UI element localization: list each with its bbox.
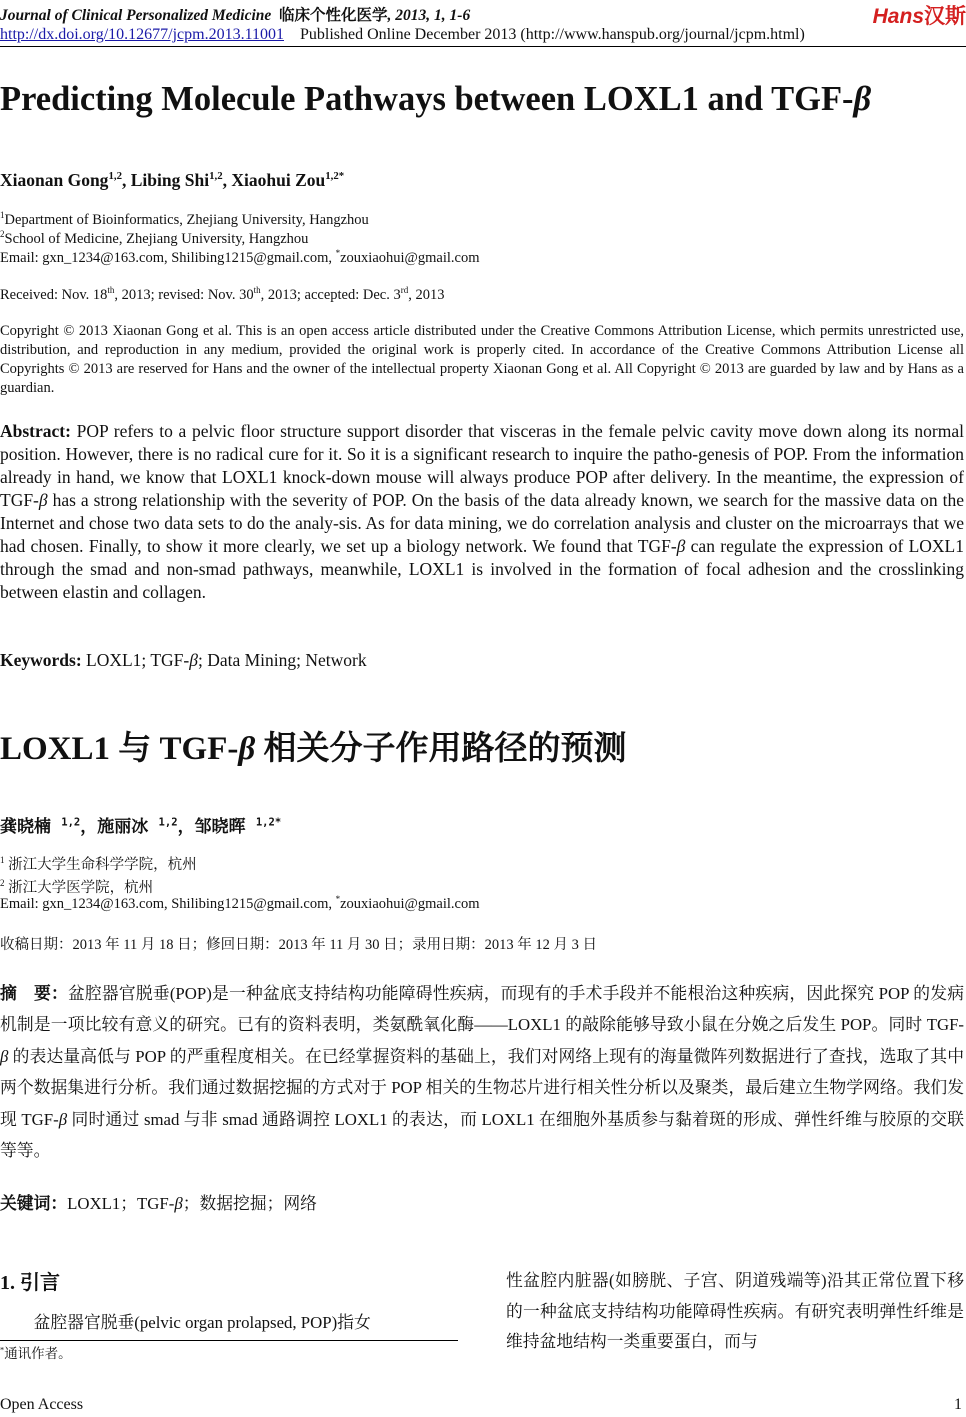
paper-title-cn: LOXL1 与 TGF-β 相关分子作用路径的预测: [0, 731, 627, 767]
body-column-right: 性盆腔内脏器(如膀胱、子宫、阴道残端等)沿其正常位置下移的一种盆底支持结构功能障碍性疾病。有研究表明弹性纤维是维持盆地结构一类重要蛋白，而与: [506, 1271, 964, 1351]
journal-issue: , 2013, 1, 1-6: [387, 7, 471, 24]
beta-symbol: β: [853, 80, 872, 118]
affiliation-2-en: $^2$School of Medicine, Zhejiang University, Hangzhou: [0, 229, 309, 247]
affiliation-2-cn: $^2$ 浙江大学医学院，杭州: [0, 878, 154, 896]
copyright-notice: Copyright © 2013 Xiaonan Gong et al. This is an open access article distributed under the Creative Commons Attribution License, which permits unrestricted use, distribution, and reproduction in any medium, provided the original work is properly cited. In accordance of the Creative Commons Attribution License all Copyrights © 2013 are reserved for Hans and the owner of the intellectual property Xiaonan Gong et al. All Copyright © 2013 are guarded by law and by Hans as a guardian.: [0, 323, 964, 396]
published-online: Published Online December 2013 (http://www.hanspub.org/journal/jcpm.html): [300, 26, 805, 43]
footer-open-access: Open Access: [0, 1396, 84, 1413]
author-name: Xiaohui Zou: [231, 170, 326, 190]
author-name: 龚晓楠: [0, 817, 51, 837]
journal-name-cn: 临床个性化医学: [279, 7, 388, 24]
logo-cn: 汉斯: [924, 5, 966, 28]
doi-link[interactable]: http://dx.doi.org/10.12677/jcpm.2013.11001: [0, 26, 284, 43]
header-divider: [0, 46, 966, 47]
author-name: Libing Shi: [130, 170, 210, 190]
keywords-cn: 关键词：LOXL1；TGF-β；数据挖掘；网络: [0, 1194, 317, 1213]
journal-header: [0, 3, 470, 25]
section-heading: 1. 引言: [0, 1272, 60, 1294]
dates-cn: 收稿日期：2013 年 11 月 18 日；修回日期：2013 年 11 月 30 日；录用日期：2013 年 12 月 3 日: [0, 937, 598, 953]
abstract-en: Abstract: POP refers to a pelvic floor structure support disorder that visceras in the female pelvic cavity move down along its normal position. However, there is no radical cure for it. So it is a significant research to inquire the patho-genesis of POP. From the information already in hand, we know that LOXL1 knock-down mouse will always produce POP after delivery. In the meantime, the expression of TGF-β has a strong relationship with the severity of POP. On the basis of the data already known, we search for the massive data on the Internet and chose two data sets to do the analy-sis. As for data mining, we do correlation analysis and cluster on the microarrays that we had chosen. Finally, to show it more clearly, we set up a biology network. We found that TGF-β can regulate the expression of LOXL1 through the smad and non-smad pathways, meanwhile, LOXL1 is involved in the formation of focal adhesion and the crosslinking between elastin and collagen.: [0, 421, 964, 602]
abstract-label-cn: 摘 要：: [0, 984, 68, 1003]
authors-en: Xiaonan Gong$^{1,2}$, Libing Shi$^{1,2}$, Xiaohui Zou$^{1,2*}$: [0, 170, 345, 190]
abstract-label: Abstract:: [0, 421, 71, 441]
body-column-left: 盆腔器官脱垂(pelvic organ prolapsed, POP)指女: [33, 1313, 371, 1332]
keywords-en: Keywords: LOXL1; TGF-β; Data Mining; Network: [0, 650, 367, 670]
email-en: Email: gxn_1234@163.com, Shilibing1215@gmail.com, *zouxiaohui@gmail.com: [0, 248, 480, 266]
page-number: 1: [954, 1396, 962, 1413]
beta-symbol: β: [238, 731, 256, 767]
publication-line: [0, 26, 805, 44]
logo-en: Hans: [872, 5, 924, 28]
author-name: Xiaonan Gong: [0, 170, 109, 190]
keywords-label: Keywords:: [0, 650, 82, 670]
dates-en: Received: Nov. 18th, 2013; revised: Nov. 30th, 2013; accepted: Dec. 3rd, 2013: [0, 285, 445, 303]
authors-cn: 龚晓楠 $^{1,2}$，施丽冰 $^{1,2}$，邹晓晖 $^{1,2*}$: [0, 816, 282, 837]
abstract-cn: 摘 要：盆腔器官脱垂(POP)是一种盆底支持结构功能障碍性疾病，而现有的手术手段并不能根治这种疾病，因此探究 POP 的发病机制是一项比较有意义的研究。已有的资料表明，类氨酰氧化酶——LOXL1 的敲除能够导致小鼠在分娩之后发生 POP。同时 TGF-β 的表达量高低与 POP 的严重程度相关。在已经掌握资料的基础上，我们对网络上现有的海量微阵列数据进行了查找，选取了其中两个数据集进行分析。我们通过数据挖掘的方式对于 POP 相关的生物芯片进行相关性分析以及聚类，最后建立生物学网络。我们发现 TGF-β 同时通过 smad 与非 smad 通路调控 LOXL1 的表达，而 LOXL1 在细胞外基质参与黏着斑的形成、弹性纤维与胶原的交联等等。: [0, 984, 964, 1161]
affiliation-1-cn: $^1$ 浙江大学生命科学学院，杭州: [0, 855, 197, 873]
hans-logo: [873, 0, 966, 30]
footnote-divider: [0, 1340, 458, 1341]
footnote: *通讯作者。: [0, 1345, 72, 1361]
journal-name: Journal of Clinical Personalized Medicine: [0, 7, 272, 24]
paper-title-en: Predicting Molecule Pathways between LOXL1 and TGF-β: [0, 80, 872, 118]
affiliation-1-en: $^1$Department of Bioinformatics, Zhejiang University, Hangzhou: [0, 210, 369, 228]
email-cn: Email: gxn_1234@163.com, Shilibing1215@gmail.com, *zouxiaohui@gmail.com: [0, 894, 480, 912]
author-name: 施丽冰: [97, 817, 149, 837]
keywords-label-cn: 关键词：: [0, 1194, 68, 1213]
author-name: 邹晓晖: [194, 817, 246, 837]
